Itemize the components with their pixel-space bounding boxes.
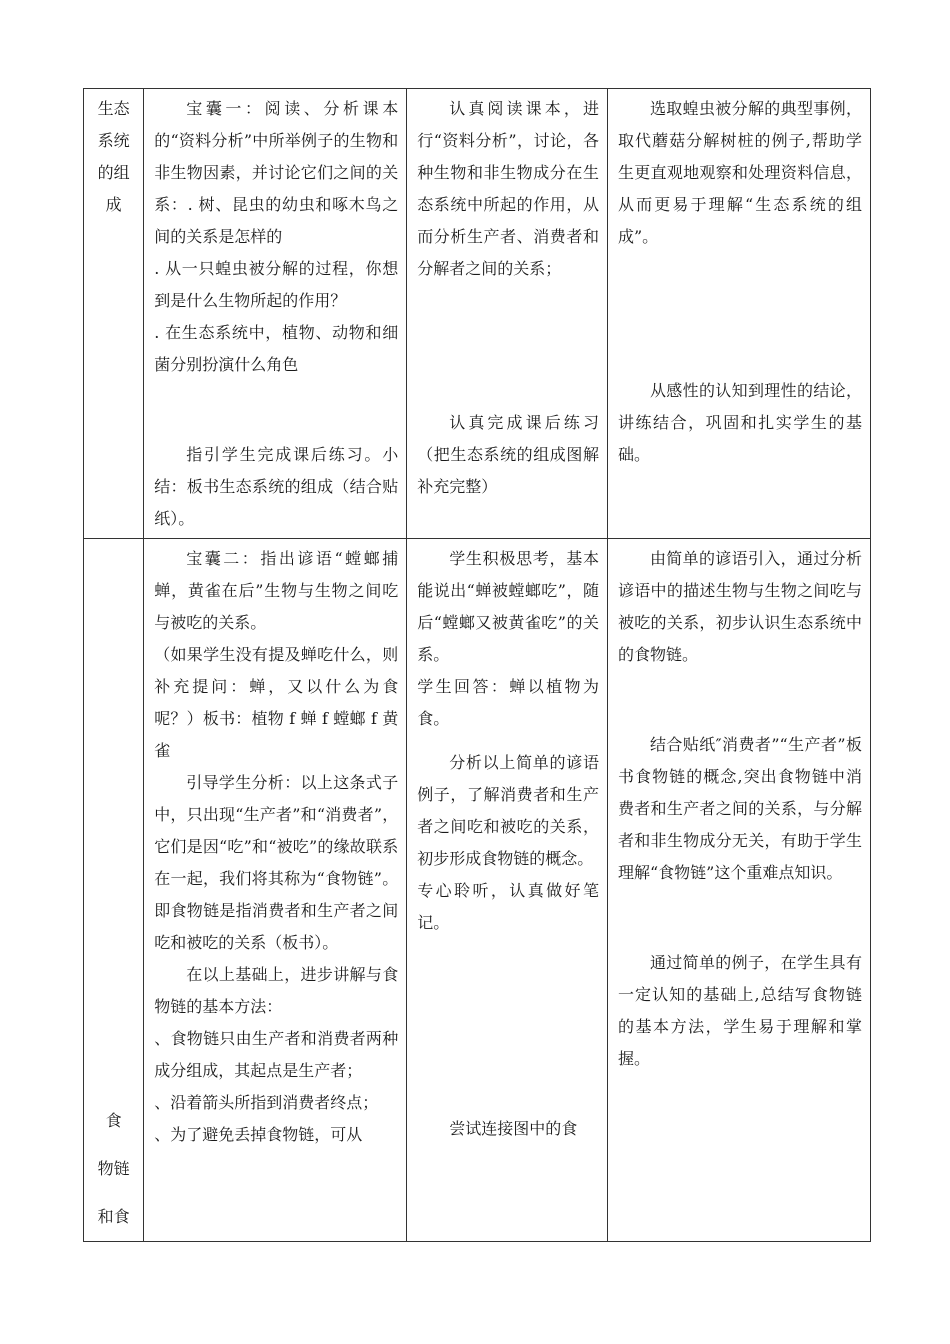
table-row xyxy=(84,89,871,539)
spacer xyxy=(417,285,599,407)
teacher-paragraph: 宝囊二：指出谚语“螳螂捕蝉，黄雀在后”生物与生物之间吃与被吃的关系。 xyxy=(154,549,399,632)
intent-paragraph: 由简单的谚语引入，通过分析谚语中的描述生物与生物之间吃与被吃的关系，初步认识生态系统中的食物链。 xyxy=(617,549,862,664)
teacher-paragraph: 在以上基础上，进步讲解与食物链的基本方法： xyxy=(154,965,399,1016)
design-intent-cell xyxy=(607,539,870,1242)
teacher-paragraph: 、沿着箭头所指到消费者终点； xyxy=(154,1093,379,1112)
topic-cell xyxy=(84,539,144,1242)
teacher-paragraph: 指引学生完成课后练习。小结：板书生态系统的组成（结合贴纸）。 xyxy=(154,445,399,528)
student-paragraph: 认真完成课后练习（把生态系统的组成图解补充完整） xyxy=(417,413,599,496)
teacher-paragraph: . 从一只蝗虫被分解的过程，你想到是什么生物所起的作用？ xyxy=(154,259,399,310)
spacer xyxy=(618,253,862,375)
spacer xyxy=(154,381,398,439)
spacer xyxy=(618,889,862,947)
spacer xyxy=(417,939,599,1113)
spacer xyxy=(618,671,862,729)
student-paragraph: 尝试连接图中的食 xyxy=(449,1119,578,1138)
teacher-paragraph: 、食物链只由生产者和消费者两种成分组成，其起点是生产者； xyxy=(154,1029,399,1080)
topic-label: 生态 系统 的组 成 xyxy=(97,99,130,214)
student-paragraph: 学生积极思考，基本能说出“蝉被螳螂吃”，随后“螳螂又被黄雀吃”的关系。 xyxy=(417,549,599,664)
topic-cell xyxy=(84,89,144,539)
intent-paragraph: 选取蝗虫被分解的典型事例，取代蘑菇分解树桩的例子,帮助学生更直观地观察和处理资料信息，从而更易于理解“生态系统的组成”。 xyxy=(617,99,862,246)
table-row xyxy=(84,539,871,1242)
intent-paragraph: 从感性的认知到理性的结论，讲练结合，巩固和扎实学生的基础。 xyxy=(617,381,862,464)
student-paragraph: 认真阅读课本，进行“资料分析”，讨论，各种生物和非生物成分在生态系统中所起的作用，从而分析生产者、消费者和分解者之间的关系； xyxy=(417,99,599,278)
student-activity-cell xyxy=(407,89,608,539)
teacher-paragraph: . 在生态系统中，植物、动物和细菌分别扮演什么角色 xyxy=(154,323,399,374)
design-intent-cell xyxy=(607,89,870,539)
teacher-activity-cell xyxy=(144,89,407,539)
teacher-paragraph: 引导学生分析：以上这条式子中，只出现“生产者”和“消费者”，它们是因“吃”和“被吃”的缘故联系在一起，我们将其称为“食物链”。即食物链是指消费者和生产者之间吃和被吃的关系（板书）。 xyxy=(154,773,399,952)
teacher-paragraph: 宝囊一：阅读、分析课本的“资料分析”中所举例子的生物和非生物因素，并讨论它们之间的关系：. 树、昆虫的幼虫和啄木鸟之间的关系是怎样的 xyxy=(154,99,399,246)
topic-label: 食 物链 和食 xyxy=(97,1111,130,1226)
lesson-plan-table xyxy=(83,88,871,1242)
student-activity-cell xyxy=(407,539,608,1242)
intent-paragraph: 结合贴纸″消费者”“生产者”板书食物链的概念,突出食物链中消费者和生产者之间的关系，与分解者和非生物成分无关，有助于学生理解“食物链”这个重难点知识。 xyxy=(617,735,862,882)
teacher-paragraph: 、为了避免丢掉食物链，可从 xyxy=(154,1125,363,1144)
student-paragraph: 分析以上简单的谚语例子，了解消费者和生产者之间吃和被吃的关系，初步形成食物链的概念。 xyxy=(417,753,599,868)
student-paragraph: 专心聆听，认真做好笔记。 xyxy=(417,881,599,932)
teacher-activity-cell xyxy=(144,539,407,1242)
spacer xyxy=(417,735,599,747)
student-paragraph: 学生回答：蝉以植物为食。 xyxy=(417,677,599,728)
teacher-paragraph: （如果学生没有提及蝉吃什么，则补充提问：蝉，又以什么为食呢？）板书：植物 f 蝉 f 螳螂 f 黄雀 xyxy=(154,645,399,760)
intent-paragraph: 通过简单的例子，在学生具有一定认知的基础上,总结写食物链的基本方法，学生易于理解和掌握。 xyxy=(617,953,862,1068)
